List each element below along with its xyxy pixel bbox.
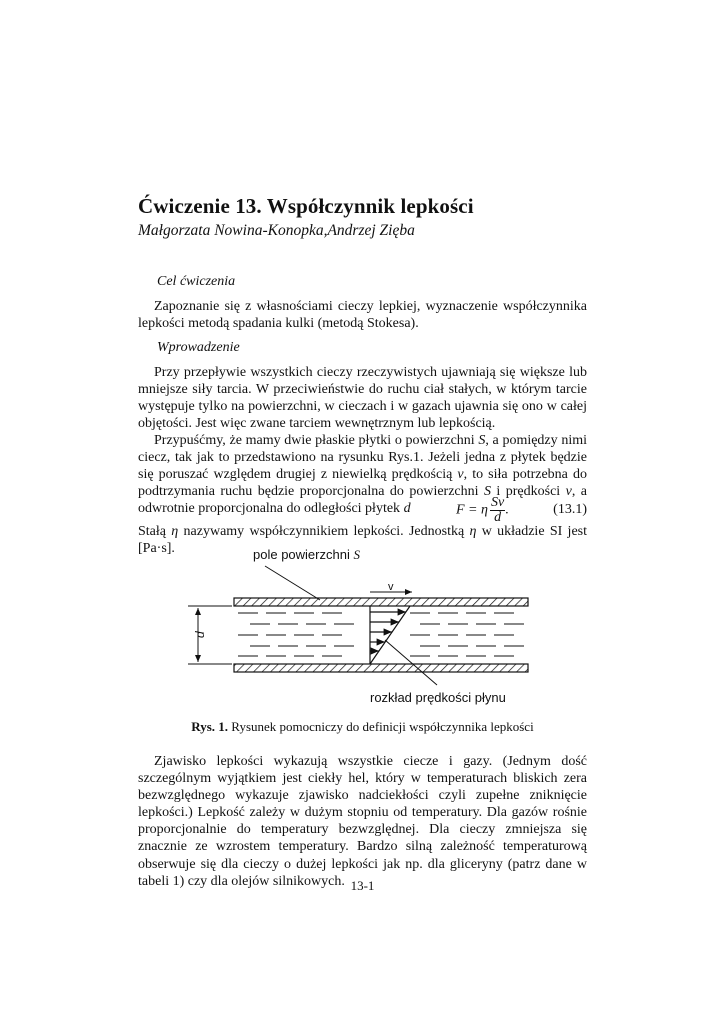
p2-text-b: , a pomiędzy nimi ciecz, tak jak to przedstawiono na rysunku Rys.1. Jeżeli jedna z płytek będzie się poruszać względem drugiej z niewielką prędkością xyxy=(138,433,587,483)
label-profile: rozkład prędkości płynu xyxy=(370,690,506,705)
equation-number: (13.1) xyxy=(553,502,587,517)
label-velocity: v xyxy=(388,581,394,593)
intro-paragraph-1: Przy przepływie wszystkich cieczy rzeczywistych ujawniają się większe lub mniejsze siły tarcia. W przeciwieństwie do ruchu ciał stałych, w którym tarcie występuje tylko na powierzchni, w cieczach i w gazach ujawnia się ono w całej objętości. Jest więc zwane tarciem wewnętrznym lub lepkością. xyxy=(138,365,587,432)
authors: Małgorzata Nowina-Konopka,Andrzej Zięba xyxy=(138,222,415,239)
fluid-lines xyxy=(238,613,524,656)
var-S-2: S xyxy=(483,484,491,500)
pointer-line-surface xyxy=(265,566,320,600)
equation-tail: . xyxy=(505,502,509,518)
section-heading-intro: Wprowadzenie xyxy=(157,340,240,355)
unit-text-a: Stałą xyxy=(138,524,172,539)
var-S: S xyxy=(478,433,486,448)
figure-caption xyxy=(0,719,725,735)
equation-lhs: F = η xyxy=(456,502,488,518)
caption-label: Rys. 1. xyxy=(191,719,229,734)
var-v: v xyxy=(457,467,464,483)
equation-body xyxy=(456,496,509,525)
equation-fraction xyxy=(490,496,505,525)
page-number: 13-1 xyxy=(350,878,375,893)
p2-text-d: i prędkości xyxy=(490,484,566,500)
paragraph-3: Zjawisko lepkości wykazują wszystkie ciecze i gazy. (Jednym dość szczególnym wyjątkiem jest ciekły hel, który w temperaturach bliskich zera bezwzględnego wykazuje zjawisko nadciekłości czyli zupełne zniknięcie lepkości.) Lepkość zależy w dużym stopniu od temperatury. Dla gazów rośnie proporcjonalnie do temperatury bezwzględnej. Dla cieczy zmniejsza się znacznie ze wzrostem temperatury. Bardzo silną zależność temperaturową obserwuje się dla cieczy o dużej lepkości jak np. dla gliceryny (patrz dane w tabeli 1) czy dla olejów silnikowych. xyxy=(138,754,587,889)
pointer-line-profile xyxy=(385,640,437,685)
label-surface: pole powierzchni S xyxy=(253,547,360,562)
p2-text-a: Przypuśćmy, że mamy dwie płaskie płytki o powierzchni xyxy=(154,433,479,448)
equation-numerator: Sv xyxy=(490,495,505,510)
p2-text-e: , a odwrotnie proporcjonalna do odległości płytek xyxy=(138,484,587,517)
var-d: d xyxy=(403,501,411,517)
equation-denominator: d xyxy=(494,510,502,525)
goal-paragraph: Zapoznanie się z własnościami cieczy lepkiej, wyznaczenie współczynnika lepkości metodą spadania kulki (metodą Stokesa). xyxy=(138,299,587,332)
p2-text-c: , to siła potrzebna do podtrzymania ruchu będzie proporcjonalna do powierzchni xyxy=(138,467,587,500)
var-eta: η xyxy=(171,524,179,539)
unit-text-b: nazywamy współczynnikiem lepkości. Jednostką xyxy=(178,524,470,539)
section-heading-goal: Cel ćwiczenia xyxy=(157,274,236,289)
var-v-2: v xyxy=(565,484,572,500)
caption-text: Rysunek pomocniczy do definicji współczynnika lepkości xyxy=(228,719,534,734)
unit-text-c: w układzie SI jest [Pa·s]. xyxy=(138,524,587,557)
equation-13-1 xyxy=(138,492,587,526)
label-d: d xyxy=(193,631,207,638)
bottom-plate xyxy=(234,664,528,672)
velocity-profile xyxy=(370,606,410,664)
figure-plates-diagram xyxy=(0,540,725,715)
var-eta-2: η xyxy=(469,524,477,539)
page-title: Ćwiczenie 13. Współczynnik lepkości xyxy=(138,194,474,218)
top-plate xyxy=(234,598,528,606)
